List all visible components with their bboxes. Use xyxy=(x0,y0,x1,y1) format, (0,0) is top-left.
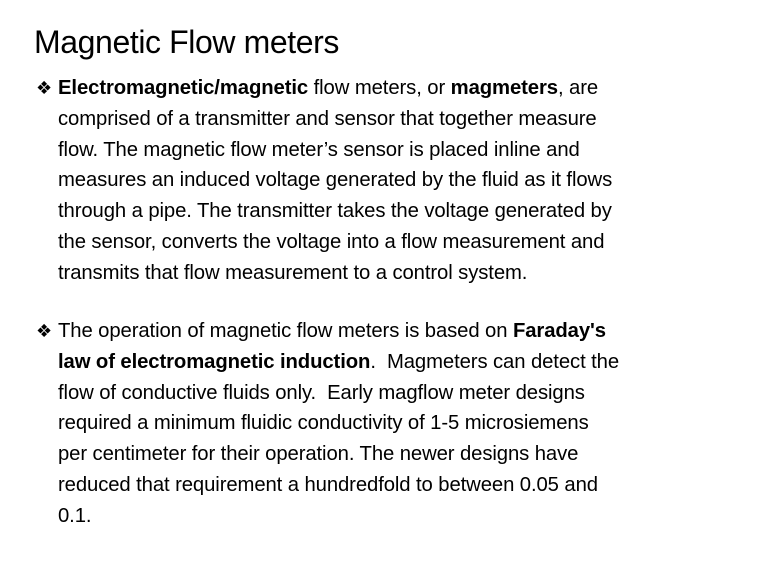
text-run: The operation of magnetic flow meters is based on xyxy=(58,320,513,342)
bullet-item xyxy=(36,316,726,532)
diamond-bullet-icon: ❖ xyxy=(36,78,53,98)
bullet-line: required a minimum fluidic conductivity of 1-5 microsiemens xyxy=(58,412,589,435)
bold-term: Electromagnetic/magnetic xyxy=(58,77,309,99)
bullet-line: per centimeter for their operation. The newer designs have xyxy=(58,443,579,466)
bullet-line xyxy=(58,316,726,347)
bullet-line: flow. The magnetic flow meter’s sensor is placed inline and xyxy=(58,138,580,161)
bullet-line: the sensor, converts the voltage into a flow measurement and xyxy=(58,230,605,253)
text-run: , are xyxy=(557,77,599,99)
slide-title: Magnetic Flow meters xyxy=(34,24,339,60)
bold-term: Faraday's xyxy=(512,320,606,342)
bullet-line: measures an induced voltage generated by the fluid as it flows xyxy=(58,169,613,192)
text-run: . Magmeters can detect the xyxy=(370,350,620,373)
bullet-line: comprised of a transmitter and sensor that together measure xyxy=(58,107,597,130)
bold-term: magmeters xyxy=(450,77,558,99)
bold-term: law of electromagnetic induction xyxy=(58,350,371,373)
bullet-line xyxy=(58,347,726,378)
bullet-item xyxy=(36,73,726,289)
bullet-line: 0.1. xyxy=(58,504,92,527)
bullet-line xyxy=(58,73,726,104)
bullet-line: reduced that requirement a hundredfold to between 0.05 and xyxy=(58,473,598,496)
bullet-line: transmits that flow measurement to a control system. xyxy=(58,261,528,284)
bullet-line: through a pipe. The transmitter takes the voltage generated by xyxy=(58,200,612,223)
bullet-line: flow of conductive fluids only. Early magflow meter designs xyxy=(58,381,585,404)
text-run: flow meters, or xyxy=(308,77,451,99)
diamond-bullet-icon: ❖ xyxy=(36,321,53,341)
